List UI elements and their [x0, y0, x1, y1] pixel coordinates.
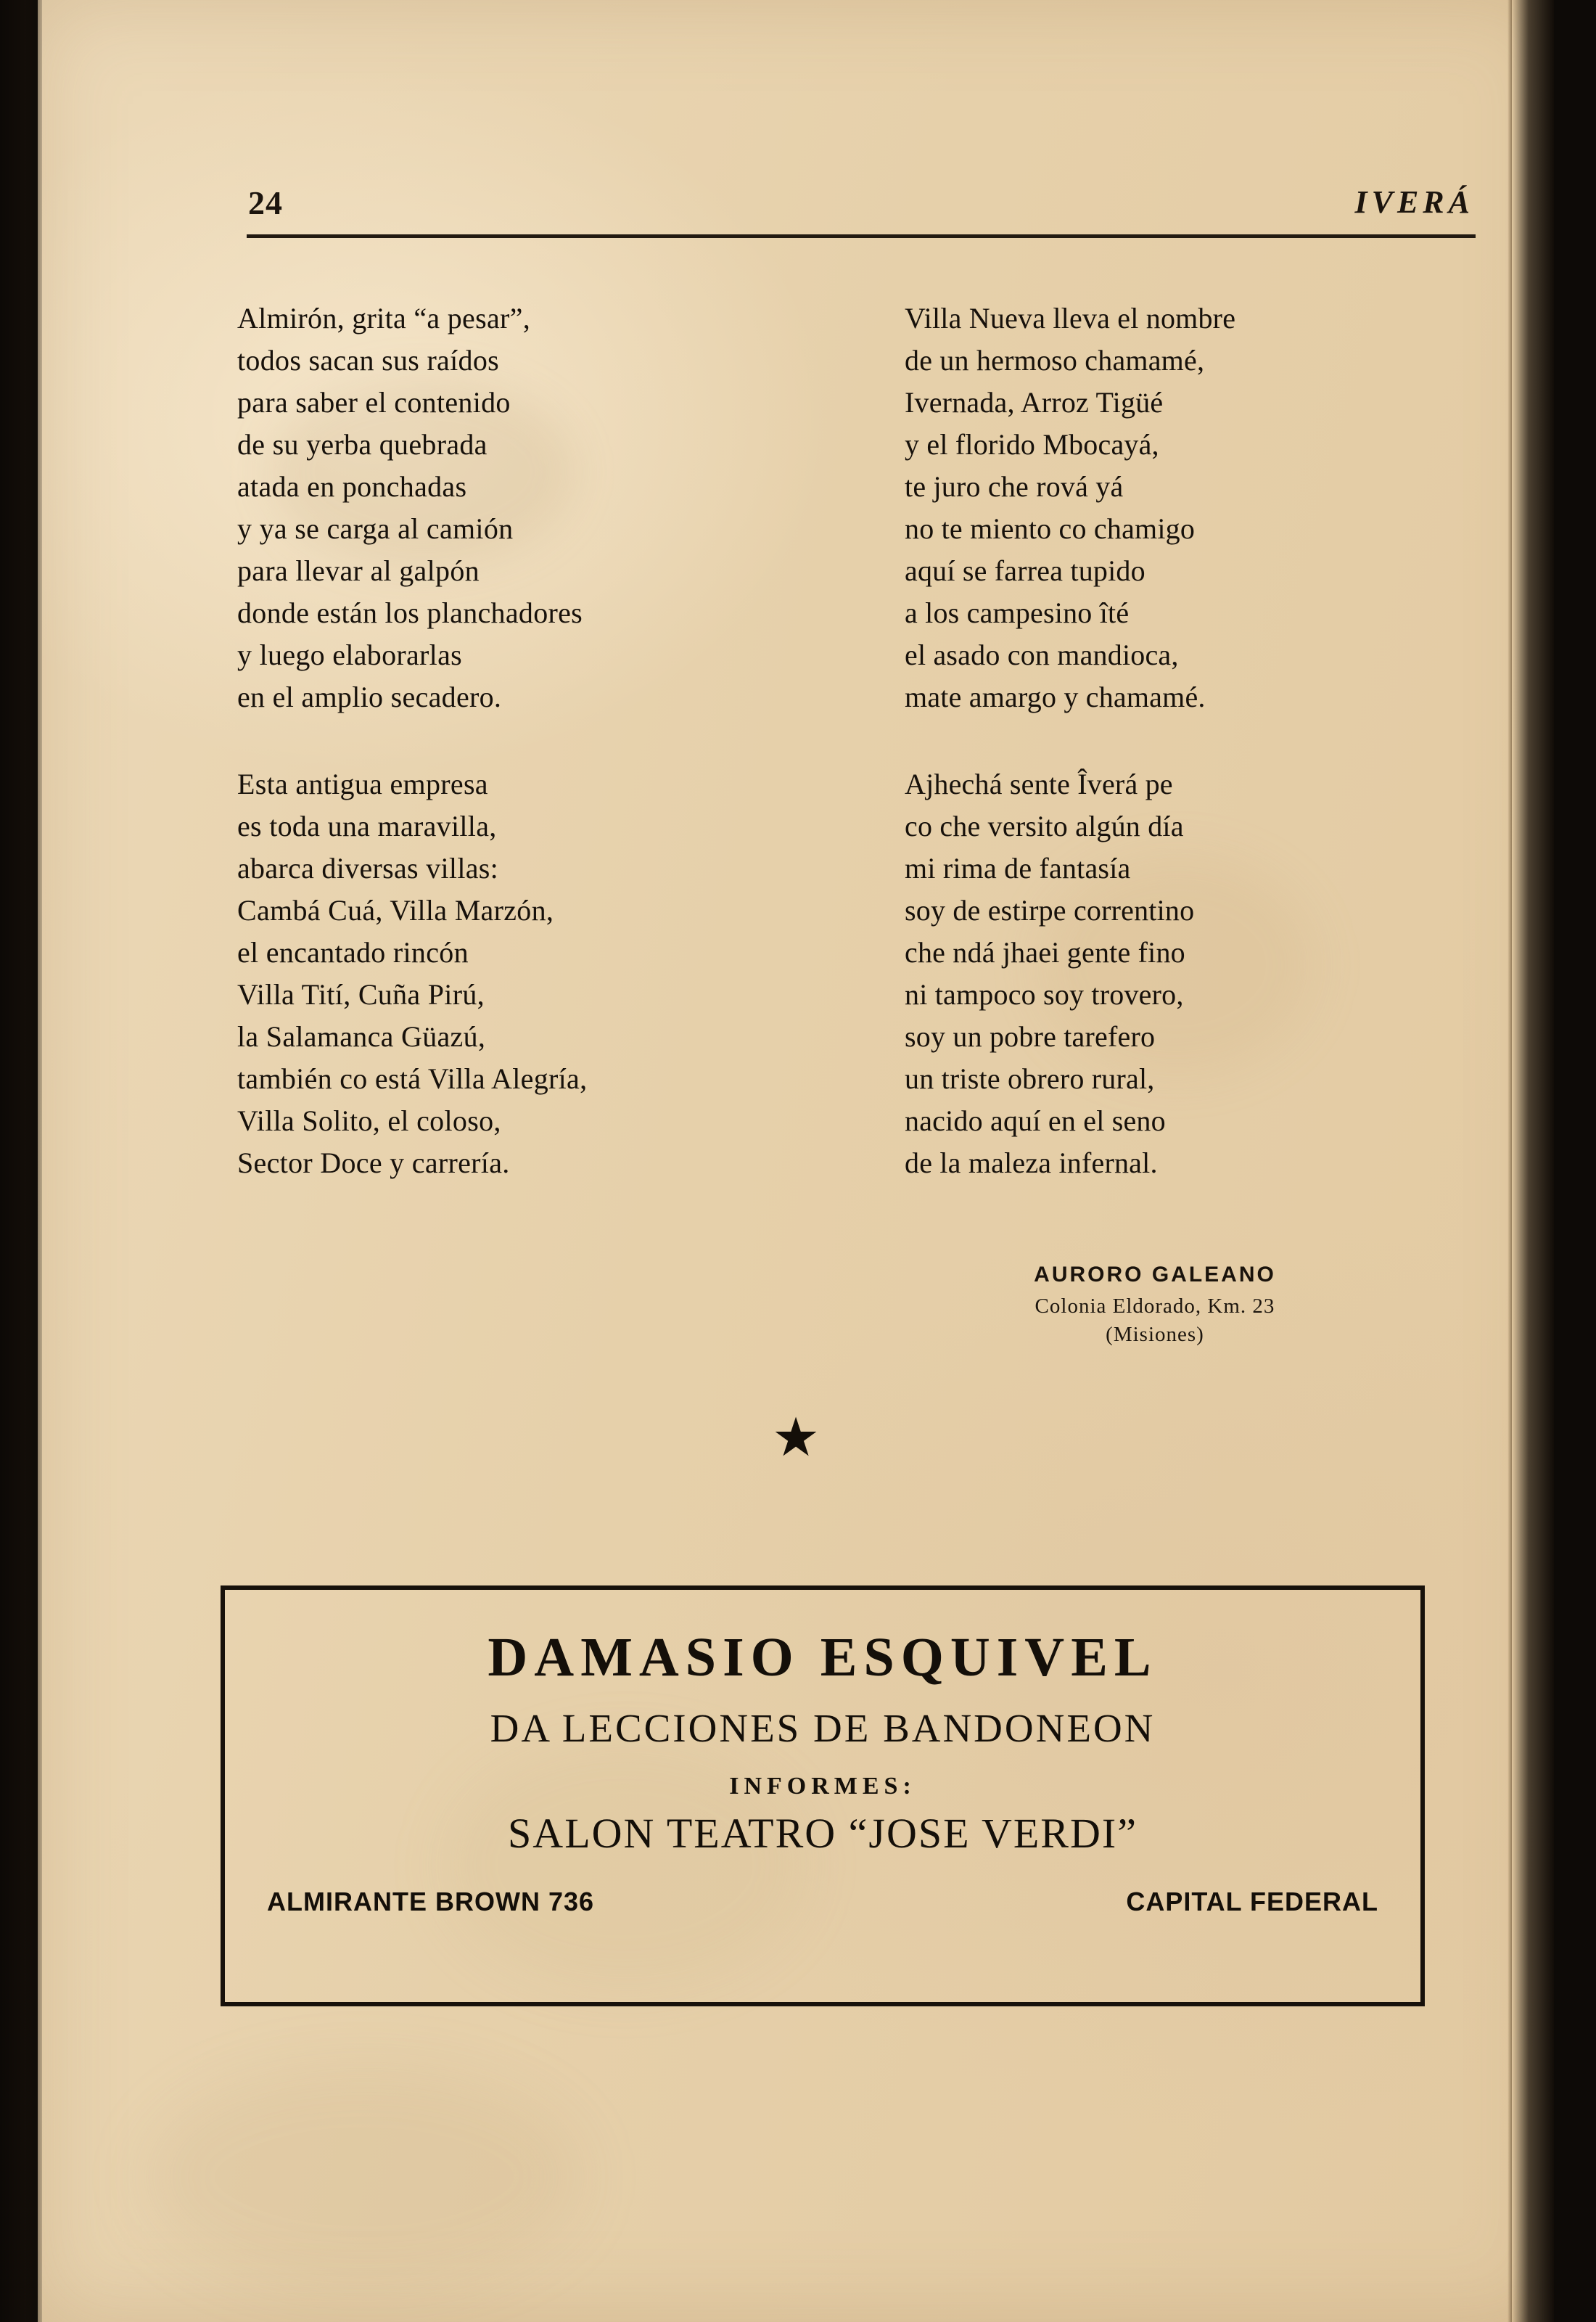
- poem-line: un triste obrero rural,: [905, 1062, 1155, 1095]
- poem-line: Sector Doce y carrería.: [237, 1146, 510, 1179]
- poem-line: Cambá Cuá, Villa Marzón,: [237, 894, 554, 927]
- poem-line: la Salamanca Güazú,: [237, 1020, 486, 1053]
- poem-line: ni tampoco soy trovero,: [905, 978, 1184, 1011]
- poem-line: Ivernada, Arroz Tigüé: [905, 386, 1164, 419]
- running-title: IVERÁ: [1354, 184, 1474, 220]
- poem-line: Villa Tití, Cuña Pirú,: [237, 978, 485, 1011]
- ad-venue: SALON TEATRO “JOSE VERDI”: [508, 1810, 1138, 1857]
- poem-line: para saber el contenido: [237, 386, 511, 419]
- ad-city: CAPITAL FEDERAL: [1126, 1887, 1378, 1916]
- stanza: [905, 298, 1478, 718]
- author-province: (Misiones): [1106, 1323, 1204, 1346]
- poem-line: Villa Nueva lleva el nombre: [905, 302, 1236, 335]
- binding-shadow-right: [1512, 0, 1554, 2322]
- poem-line: donde están los planchadores: [237, 596, 583, 629]
- poem-line: para llevar al galpón: [237, 554, 480, 587]
- ad-informes-label: INFORMES:: [729, 1773, 916, 1800]
- ad-title: DAMASIO ESQUIVEL: [488, 1627, 1158, 1688]
- paper-stain: [147, 2068, 582, 2286]
- poem-line: y el florido Mbocayá,: [905, 428, 1159, 461]
- star-icon: ★: [771, 1408, 820, 1468]
- poem-line: Esta antigua empresa: [237, 768, 488, 800]
- binding-shadow-left: [0, 0, 42, 2322]
- poem-line: también co está Villa Alegría,: [237, 1062, 588, 1095]
- poem-line: atada en ponchadas: [237, 470, 467, 503]
- poem-line: todos sacan sus raídos: [237, 344, 499, 377]
- poem-line: soy de estirpe correntino: [905, 894, 1195, 927]
- ad-subtitle: DA LECCIONES DE BANDONEON: [490, 1706, 1156, 1750]
- poem-line: nacido aquí en el seno: [905, 1104, 1166, 1137]
- advertisement-box: [221, 1585, 1425, 2006]
- poem-line: el encantado rincón: [237, 936, 469, 969]
- poem-column-left: [237, 298, 810, 1229]
- poem-line: en el amplio secadero.: [237, 681, 502, 713]
- poem-line: a los campesino îté: [905, 596, 1130, 629]
- author-name: AURORO GALEANO: [1034, 1263, 1276, 1287]
- ad-address: ALMIRANTE BROWN 736: [267, 1887, 595, 1916]
- author-place: Colonia Eldorado, Km. 23: [1034, 1295, 1275, 1318]
- poem-line: Ajhechá sente Îverá pe: [905, 768, 1173, 800]
- stanza: [237, 298, 810, 718]
- poem-line: de un hermoso chamamé,: [905, 344, 1205, 377]
- poem-line: te juro che rová yá: [905, 470, 1124, 503]
- poem-line: de su yerba quebrada: [237, 428, 488, 461]
- poem-body: [237, 298, 1485, 1229]
- ad-footer: [247, 1887, 1399, 1917]
- stanza: [905, 763, 1478, 1184]
- poem-line: aquí se farrea tupido: [905, 554, 1145, 587]
- poem-line: soy un pobre tarefero: [905, 1020, 1156, 1053]
- poem-line: el asado con mandioca,: [905, 639, 1179, 671]
- header-divider: [247, 234, 1476, 238]
- poem-line: de la maleza infernal.: [905, 1146, 1158, 1179]
- poem-line: che ndá jhaei gente fino: [905, 936, 1185, 969]
- poem-line: mi rima de fantasía: [905, 852, 1131, 885]
- page-number: 24: [248, 184, 283, 221]
- poem-line: co che versito algún día: [905, 810, 1184, 842]
- poem-line: es toda una maravilla,: [237, 810, 497, 842]
- poem-line: Villa Solito, el coloso,: [237, 1104, 501, 1137]
- poem-line: Almirón, grita “a pesar”,: [237, 302, 531, 335]
- author-byline: [894, 1263, 1416, 1347]
- poem-line: no te miento co chamigo: [905, 512, 1196, 545]
- poem-column-right: [905, 298, 1478, 1229]
- poem-line: y luego elaborarlas: [237, 639, 463, 671]
- page-header: [205, 163, 1481, 229]
- poem-line: mate amargo y chamamé.: [905, 681, 1206, 713]
- book-page: [38, 0, 1554, 2322]
- poem-line: y ya se carga al camión: [237, 512, 514, 545]
- poem-line: abarca diversas villas:: [237, 852, 499, 885]
- stanza: [237, 763, 810, 1184]
